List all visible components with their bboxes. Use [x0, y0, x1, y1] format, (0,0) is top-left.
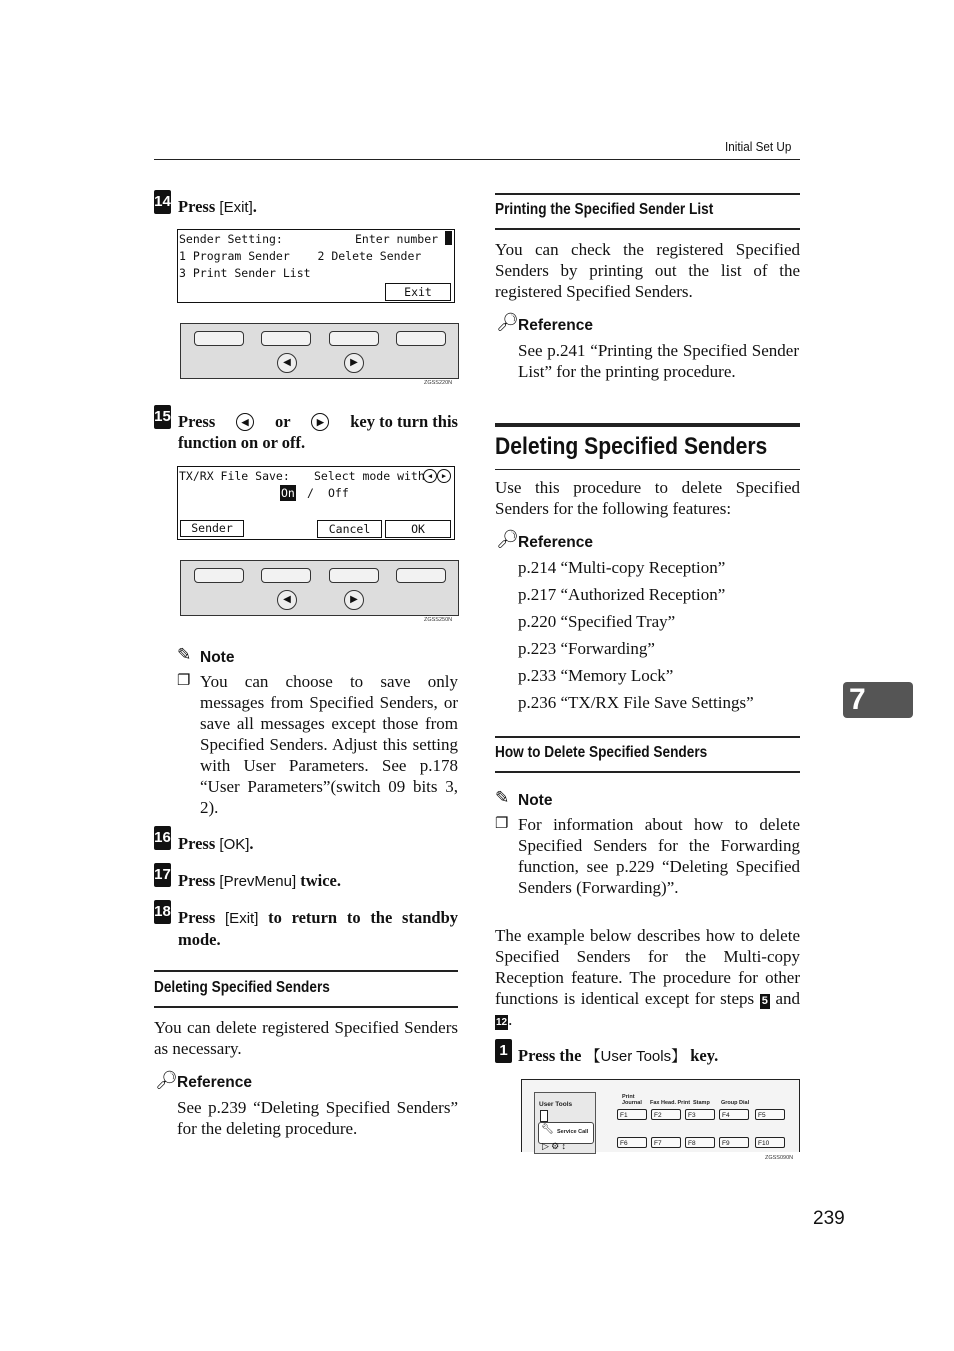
deleting-body-text: You can delete registered Specified Senders as necessary.: [154, 1018, 458, 1058]
lcd-line-title-2: TX/RX File Save:: [179, 469, 290, 483]
step-number-16: 16: [154, 826, 171, 850]
note-label: Note: [200, 649, 235, 666]
right-arrow-icon: ▶: [311, 413, 329, 431]
note-text: You can choose to save only messages from Specified Senders, or save all messages except those from Specified Senders. Adjust this setting with User Parameters. See p.178 “User Parameters”(switch 09 bits 3, 2).: [200, 672, 458, 817]
subsection-heading-deleting: Deleting Specified Senders: [154, 979, 330, 996]
misc-icons: ▷ ⚙ ↕: [542, 1141, 566, 1151]
subsection-rule-bottom: [495, 228, 800, 230]
chapter-tab: 7: [843, 682, 913, 718]
step-ref-badge: 5: [761, 995, 768, 1007]
step-number-14: 14: [154, 190, 171, 214]
lcd-right-arrow-icon: ▶: [437, 469, 451, 483]
control-panel-2: [180, 560, 459, 616]
right-arrow-key-icon[interactable]: ▶: [344, 353, 364, 373]
group-label-stamp: Stamp: [693, 1100, 710, 1106]
function-key-f3[interactable]: F3: [685, 1109, 715, 1120]
reference-item[interactable]: p.217 “Authorized Reception”: [518, 585, 726, 604]
main-heading-rule-top: [495, 423, 800, 427]
running-header: Initial Set Up: [725, 139, 792, 154]
lcd-left-arrow-icon: ◀: [423, 469, 437, 483]
user-tools-key-ref: 【User Tools】: [585, 1048, 687, 1065]
checkbox-bullet-icon: ❐: [495, 816, 509, 832]
lcd-sender-button[interactable]: Sender: [180, 520, 244, 537]
example-paragraph: The example below describes how to delete Specified Senders for the Multi-copy Reception feature. The procedure for other functions is identical except for steps 5 and 12.: [495, 926, 800, 1029]
exit-key-ref: [Exit]: [219, 199, 253, 216]
subsection-rule-top: [154, 970, 458, 972]
service-call-label: Service Call: [557, 1129, 589, 1135]
printing-body-text: You can check the registered Specified Senders by printing out the list of the registered Specified Senders.: [495, 240, 800, 301]
group-label-print-journal: Print Journal: [622, 1094, 642, 1106]
step-number-18: 18: [154, 900, 171, 924]
selection-key-1[interactable]: [194, 331, 244, 346]
step-ref-badge: 12: [496, 1017, 508, 1028]
reference-label: Reference: [518, 534, 593, 551]
subsection-rule-bottom: [495, 771, 800, 773]
note-pencil-icon: ✎: [177, 645, 192, 664]
selection-key-2[interactable]: [261, 568, 311, 583]
header-rule: [154, 159, 800, 160]
step-number-15: 15: [154, 405, 171, 429]
main-heading: Deleting Specified Senders: [495, 433, 768, 460]
user-tools-panel: [521, 1079, 800, 1152]
prevmenu-key-ref: [PrevMenu]: [219, 873, 297, 890]
reference-magnifier-icon: 🔎︎: [496, 529, 519, 549]
function-key-f10[interactable]: F10: [755, 1137, 785, 1148]
checkbox-bullet-icon: ❐: [177, 673, 191, 689]
figure-code-2: ZGSS250N: [424, 617, 453, 623]
step-17-instruction: Press [PrevMenu] twice.: [178, 871, 342, 890]
reference-text-printing: See p.241 “Printing the Specified Sender List” for the printing procedure.: [518, 341, 799, 381]
reference-text-deleting: See p.239 “Deleting Specified Senders” for the deleting procedure.: [177, 1098, 458, 1138]
step-number-17: 17: [154, 863, 171, 887]
lcd-cursor: [445, 231, 452, 245]
step-16-instruction: Press [OK].: [178, 834, 254, 853]
group-label-group-dial: Group Dial: [721, 1100, 750, 1106]
user-tools-label: User Tools: [539, 1101, 573, 1108]
reference-item[interactable]: p.233 “Memory Lock”: [518, 666, 674, 685]
lcd-line-prompt: Enter number: [355, 232, 439, 246]
selection-key-3[interactable]: [329, 568, 379, 583]
reference-label: Reference: [177, 1074, 252, 1091]
subsection-rule-top: [495, 193, 800, 195]
lcd-option-separator: /: [307, 486, 314, 500]
subsection-heading-printing: Printing the Specified Sender List: [495, 201, 714, 218]
lcd-line-title: Sender Setting:: [179, 232, 283, 246]
exit-key-ref: [Exit]: [225, 910, 259, 927]
function-key-f7[interactable]: F7: [651, 1137, 681, 1148]
lcd-file-save: [177, 466, 455, 540]
reference-item[interactable]: p.236 “TX/RX File Save Settings”: [518, 693, 754, 712]
reference-list: [518, 557, 754, 719]
reference-item[interactable]: p.220 “Specified Tray”: [518, 612, 676, 631]
page-number: 239: [813, 1208, 845, 1229]
step-18-instruction: Press [Exit] to return to the standby mode.: [178, 908, 458, 949]
function-key-f9[interactable]: F9: [719, 1137, 749, 1148]
step-15-instruction: Press ◀ or ▶ key to turn this function on or off.: [178, 412, 458, 452]
figure-code-3: ZGSS090N: [765, 1155, 794, 1161]
main-intro-text: Use this procedure to delete Specified Senders for the following features:: [495, 478, 800, 518]
lcd-cancel-button[interactable]: Cancel: [317, 520, 382, 538]
selection-key-4[interactable]: [396, 568, 446, 583]
selection-key-3[interactable]: [329, 331, 379, 346]
subsection-rule-top: [495, 736, 800, 738]
main-heading-rule-bottom: [495, 469, 800, 470]
function-key-f5[interactable]: F5: [755, 1109, 785, 1120]
selection-key-4[interactable]: [396, 331, 446, 346]
reference-magnifier-icon: 🔎︎: [496, 312, 519, 332]
left-arrow-key-icon[interactable]: ◀: [277, 353, 297, 373]
note-text-forwarding: For information about how to delete Specified Senders for the Forwarding function, see p.229 “Deleting Specified Senders (Forwarding)”.: [518, 815, 800, 897]
subsection-rule-bottom: [154, 1006, 458, 1008]
lcd-line-options: 1 Program Sender 2 Delete Sender: [179, 249, 422, 263]
control-panel-1: [180, 323, 459, 379]
lcd-line-option3: 3 Print Sender List: [179, 266, 311, 280]
selection-key-1[interactable]: [194, 568, 244, 583]
left-arrow-key-icon[interactable]: ◀: [277, 590, 297, 610]
function-key-f1[interactable]: F1: [617, 1109, 647, 1120]
figure-code-1: ZGSS220N: [424, 380, 453, 386]
note-pencil-icon: ✎: [495, 788, 510, 807]
left-arrow-icon: ◀: [236, 413, 254, 431]
lcd-ok-button[interactable]: OK: [385, 520, 451, 538]
function-key-f2[interactable]: F2: [651, 1109, 681, 1120]
reference-item[interactable]: p.223 “Forwarding”: [518, 639, 655, 658]
ok-key-ref: [OK]: [219, 836, 250, 853]
reference-magnifier-icon: 🔎︎: [155, 1070, 178, 1090]
lcd-option-on[interactable]: On: [281, 486, 295, 500]
function-key-f6[interactable]: F6: [617, 1137, 647, 1148]
subsection-heading-how-to: How to Delete Specified Senders: [495, 744, 708, 761]
wrench-icon: 🔧︎: [541, 1124, 554, 1135]
selection-key-2[interactable]: [261, 331, 311, 346]
group-label-fax-head: Fax Head. Print: [650, 1100, 691, 1106]
reference-label: Reference: [518, 317, 593, 334]
note-label: Note: [518, 792, 553, 809]
lcd-option-off[interactable]: Off: [328, 486, 349, 500]
lcd-line-prompt-2: Select mode with: [314, 469, 425, 483]
right-arrow-key-icon[interactable]: ▶: [344, 590, 364, 610]
reference-item[interactable]: p.214 “Multi-copy Reception”: [518, 558, 726, 577]
step-1-instruction: Press the 【User Tools】 key.: [518, 1046, 719, 1065]
function-key-f8[interactable]: F8: [685, 1137, 715, 1148]
step-14-instruction: Press [Exit].: [178, 197, 257, 216]
step-number-1: 1: [495, 1039, 512, 1063]
function-key-f4[interactable]: F4: [719, 1109, 749, 1120]
lcd-exit-button[interactable]: Exit: [385, 283, 451, 301]
user-tools-key[interactable]: [540, 1110, 548, 1122]
lcd-sender-setting: [177, 229, 455, 303]
